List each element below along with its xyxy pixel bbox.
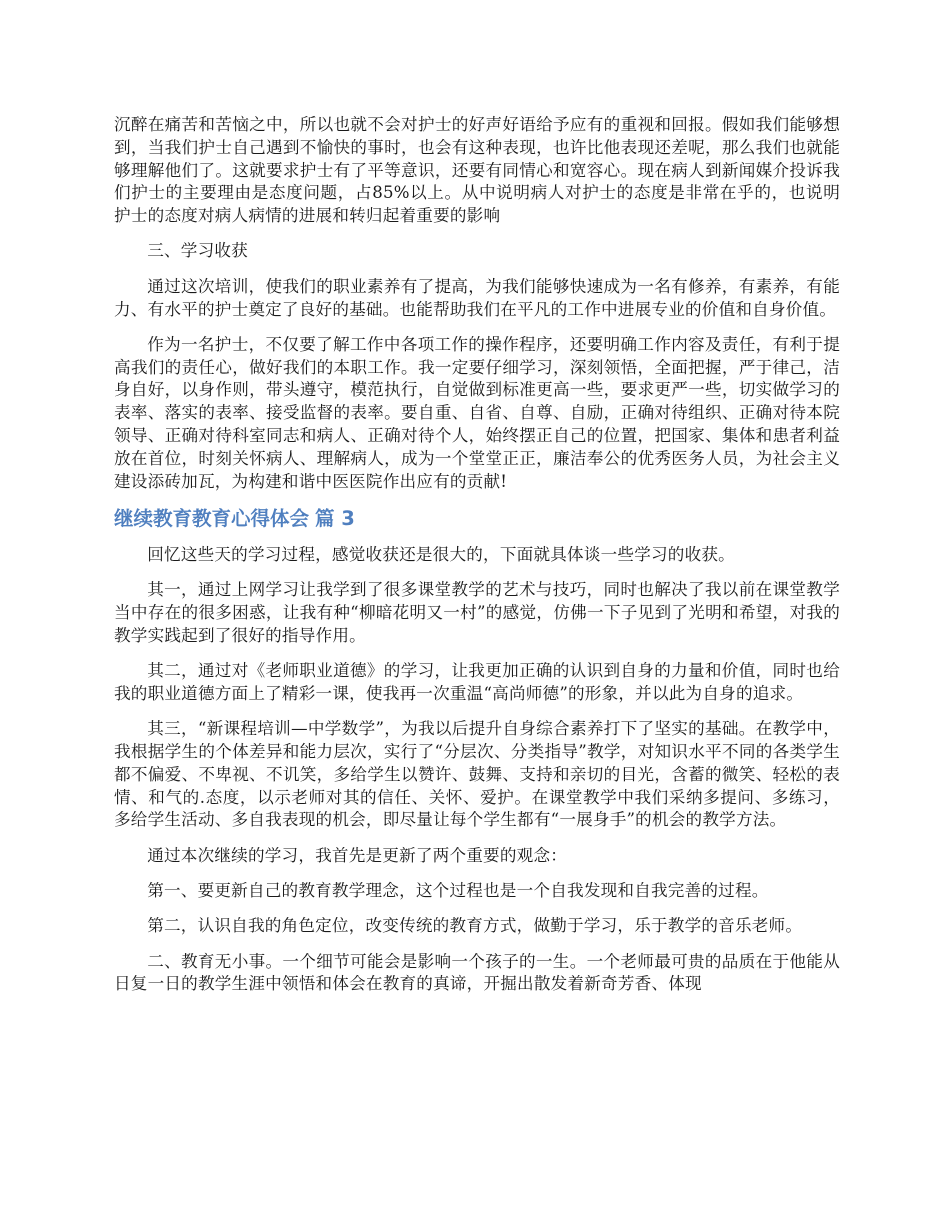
paragraph: 第二，认识自我的角色定位，改变传统的教育方式，做勤于学习，乐于教学的音乐老师。 bbox=[147, 916, 803, 936]
document-body bbox=[114, 114, 840, 1009]
paragraph: 作为一名护士，不仅要了解工作中各项工作的操作程序，还要明确工作内容及责任，有利于提高我们的责任心，做好我们的本职工作。我一定要仔细学习，深刻领悟，全面把握，严于律己，洁身自好，以身作则，带头遵守，模范执行，自觉做到标准更高一些，要求更严一些，切实做学习的表率、落实的表率、接受监督的表率。要自重、自省、自尊、自励，正确对待组织、正确对待本院领导、正确对待科室同志和病人、正确对待个人，始终摆正自己的位置，把国家、集体和患者利益放在首位，时刻关怀病人、理解病人，成为一个堂堂正正，廉洁奉公的优秀医务人员，为社会主义建设添砖加瓦，为构建和谐中医医院作出应有的贡献! bbox=[114, 334, 840, 491]
paragraph: 通过这次培训，使我们的职业素养有了提高，为我们能够快速成为一名有修养，有素养，有能力、有水平的护士奠定了良好的基础。也能帮助我们在平凡的工作中进展专业的价值和自身价值。 bbox=[114, 276, 840, 319]
paragraph-continued: 沉醉在痛苦和苦恼之中，所以也就不会对护士的好声好语给予应有的重视和回报。假如我们能够想到，当我们护士自己遇到不愉快的事时，也会有这种表现，也许比他表现还差呢，那么我们也就能够理解他们了。这就要求护士有了平等意识，还要有同情心和宽容心。现在病人到新闻媒介投诉我们护士的主要理由是态度问题，占85%以上。从中说明病人对护士的态度是非常在乎的，也说明护士的态度对病人病情的进展和转归起着重要的影响 bbox=[114, 115, 840, 226]
article-heading-number: 篇 3 bbox=[315, 506, 355, 530]
paragraph: 其二，通过对《老师职业道德》的学习，让我更加正确的认识到自身的力量和价值，同时也给我的职业道德方面上了精彩一课，使我再一次重温“高尚师德”的形象，并以此为自身的追求。 bbox=[114, 661, 840, 703]
section-subheading: 三、学习收获 bbox=[147, 241, 248, 261]
paragraph: 二、教育无小事。一个细节可能会是影响一个孩子的一生。一个老师最可贵的品质在于他能从日复一日的教学生涯中领悟和体会在教育的真谛，开掘出散发着新奇芳香、体现 bbox=[114, 951, 840, 994]
article-heading-title: 继续教育教育心得体会 bbox=[114, 506, 310, 530]
paragraph: 通过本次继续的学习，我首先是更新了两个重要的观念： bbox=[147, 845, 568, 865]
paragraph: 回忆这些天的学习过程，感觉收获还是很大的，下面就具体谈一些学习的收获。 bbox=[147, 544, 735, 564]
paragraph: 第一、要更新自己的教育教学理念，这个过程也是一个自我发现和自我完善的过程。 bbox=[147, 881, 769, 901]
article-heading bbox=[114, 506, 840, 532]
paragraph: 其三，“新课程培训—中学数学”，为我以后提升自身综合素养打下了坚实的基础。在教学中，我根据学生的个体差异和能力层次，实行了“分层次、分类指导”教学，对知识水平不同的各类学生都不偏爱、不卑视、不讥笑，多给学生以赞许、鼓舞、支持和亲切的目光，含蓄的微笑、轻松的表情、和气的.态度，以示老师对其的信任、关怀、爱护。在课堂教学中我们采纳多提问、多练习，多给学生活动、多自我表现的机会，即尽量让每个学生都有“一展身手”的机会的教学方法。 bbox=[114, 719, 840, 830]
paragraph: 其一，通过上网学习让我学到了很多课堂教学的艺术与技巧，同时也解决了我以前在课堂教学当中存在的很多困惑，让我有种“柳暗花明又一村”的感觉，仿佛一下子见到了光明和希望，对我的教学实践起到了很好的指导作用。 bbox=[114, 580, 840, 645]
